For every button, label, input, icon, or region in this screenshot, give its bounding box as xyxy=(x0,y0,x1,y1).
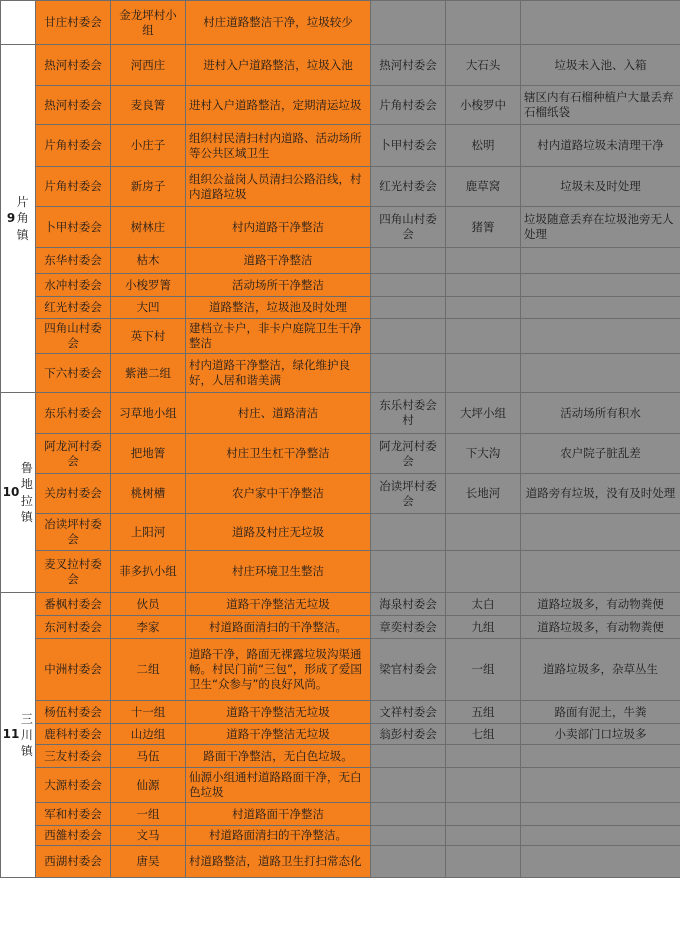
section-number: 9 xyxy=(6,210,16,225)
bad-remark xyxy=(521,551,680,593)
good-village-committee: 关房村委会 xyxy=(36,474,111,514)
section-divider xyxy=(3,44,32,45)
table-row xyxy=(1,274,680,297)
bad-village-committee xyxy=(371,248,446,274)
bad-group xyxy=(446,274,521,297)
bad-remark xyxy=(521,826,680,846)
good-group: 英下村 xyxy=(111,319,186,354)
good-group: 树林庄 xyxy=(111,207,186,248)
good-group: 文马 xyxy=(111,826,186,846)
table-row xyxy=(1,846,680,878)
table-row xyxy=(1,207,680,248)
good-group: 小庄子 xyxy=(111,125,186,167)
good-remark: 村庄环境卫生整洁 xyxy=(186,551,371,593)
good-remark: 村内道路干净整洁 xyxy=(186,207,371,248)
good-remark: 农户家中干净整洁 xyxy=(186,474,371,514)
good-village-committee: 中洲村委会 xyxy=(36,639,111,701)
table-row xyxy=(1,45,680,86)
bad-group xyxy=(446,846,521,878)
good-village-committee: 西雒村委会 xyxy=(36,826,111,846)
table-row xyxy=(1,474,680,514)
bad-group: 七组 xyxy=(446,724,521,745)
bad-group xyxy=(446,826,521,846)
good-remark: 村庄卫生杠干净整洁 xyxy=(186,434,371,474)
good-village-committee: 片角村委会 xyxy=(36,125,111,167)
table-row xyxy=(1,248,680,274)
bad-group xyxy=(446,551,521,593)
town-name: 片角镇 xyxy=(16,195,29,242)
bad-remark xyxy=(521,248,680,274)
bad-village-committee xyxy=(371,297,446,319)
town-name: 鲁地拉镇 xyxy=(20,461,33,524)
bad-group xyxy=(446,803,521,826)
good-village-committee: 卜甲村委会 xyxy=(36,207,111,248)
section-number: 11 xyxy=(2,727,20,742)
good-village-committee: 下六村委会 xyxy=(36,354,111,393)
bad-remark: 农户院子脏乱差 xyxy=(521,434,680,474)
table-row xyxy=(1,724,680,745)
bad-remark: 路面有泥土，牛粪 xyxy=(521,701,680,724)
table-row xyxy=(1,125,680,167)
bad-group xyxy=(446,248,521,274)
section-divider xyxy=(3,392,32,393)
bad-village-committee: 梁官村委会 xyxy=(371,639,446,701)
bad-remark: 道路垃圾多，有动物粪便 xyxy=(521,616,680,639)
good-remark: 村道路面清扫的干净整洁。 xyxy=(186,616,371,639)
good-remark: 建档立卡户，非卡户庭院卫生干净整洁 xyxy=(186,319,371,354)
bad-remark xyxy=(521,768,680,803)
good-remark: 村道路面干净整洁 xyxy=(186,803,371,826)
bad-group: 大坪小组 xyxy=(446,393,521,434)
good-remark: 活动场所干净整洁 xyxy=(186,274,371,297)
good-group: 唐吴 xyxy=(111,846,186,878)
bad-village-committee xyxy=(371,846,446,878)
bad-village-committee: 海泉村委会 xyxy=(371,593,446,616)
good-group: 河西庄 xyxy=(111,45,186,86)
bad-group: 太白 xyxy=(446,593,521,616)
bad-remark: 辖区内有石榴种植户大量丢弃石榴纸袋 xyxy=(521,86,680,125)
good-remark: 组织村民清扫村内道路、活动场所等公共区域卫生 xyxy=(186,125,371,167)
bad-group xyxy=(446,768,521,803)
bad-remark xyxy=(521,745,680,768)
bad-group: 长地河 xyxy=(446,474,521,514)
table-row xyxy=(1,86,680,125)
good-village-committee: 热河村委会 xyxy=(36,45,111,86)
table-row xyxy=(1,745,680,768)
bad-group: 五组 xyxy=(446,701,521,724)
good-village-committee: 番枫村委会 xyxy=(36,593,111,616)
bad-remark xyxy=(521,354,680,393)
bad-remark: 垃圾未入池、入箱 xyxy=(521,45,680,86)
table-row xyxy=(1,1,680,45)
table-row xyxy=(1,319,680,354)
bad-village-committee: 热河村委会 xyxy=(371,45,446,86)
bad-village-committee: 章奕村委会 xyxy=(371,616,446,639)
good-group: 大凹 xyxy=(111,297,186,319)
table-row xyxy=(1,297,680,319)
good-village-committee: 四角山村委会 xyxy=(36,319,111,354)
table-row xyxy=(1,701,680,724)
good-group: 山边组 xyxy=(111,724,186,745)
good-remark: 道路干净整洁无垃圾 xyxy=(186,701,371,724)
good-remark: 村内道路干净整洁，绿化维护良好，人居和谐美满 xyxy=(186,354,371,393)
good-group: 伙员 xyxy=(111,593,186,616)
good-group: 仙源 xyxy=(111,768,186,803)
good-village-committee: 红光村委会 xyxy=(36,297,111,319)
good-remark: 道路干净，路面无裸露垃圾沟渠通畅。村民门前“三包”，形成了爱国卫生“众参与”的良好风尚。 xyxy=(186,639,371,701)
good-village-committee: 大源村委会 xyxy=(36,768,111,803)
good-remark: 村道路整洁，道路卫生打扫常态化 xyxy=(186,846,371,878)
good-village-committee: 水冲村委会 xyxy=(36,274,111,297)
table-row xyxy=(1,354,680,393)
good-village-committee: 三友村委会 xyxy=(36,745,111,768)
table-row xyxy=(1,393,680,434)
bad-village-committee xyxy=(371,826,446,846)
good-group: 上阳河 xyxy=(111,514,186,551)
bad-remark: 道路垃圾多，杂草丛生 xyxy=(521,639,680,701)
bad-remark: 道路旁有垃圾，没有及时处理 xyxy=(521,474,680,514)
bad-remark xyxy=(521,1,680,45)
bad-village-committee: 文祥村委会 xyxy=(371,701,446,724)
section-number: 10 xyxy=(2,484,20,499)
bad-remark: 垃圾随意丢弃在垃圾池旁无人处理 xyxy=(521,207,680,248)
good-group: 新房子 xyxy=(111,167,186,207)
bad-remark: 活动场所有积水 xyxy=(521,393,680,434)
good-group: 马伍 xyxy=(111,745,186,768)
bad-group xyxy=(446,745,521,768)
section-label xyxy=(1,593,36,878)
bad-group xyxy=(446,319,521,354)
good-village-committee: 甘庄村委会 xyxy=(36,1,111,45)
bad-group xyxy=(446,514,521,551)
good-village-committee: 东乐村委会 xyxy=(36,393,111,434)
section-label xyxy=(1,1,36,45)
good-village-committee: 片角村委会 xyxy=(36,167,111,207)
good-village-committee: 西湖村委会 xyxy=(36,846,111,878)
bad-group: 松明 xyxy=(446,125,521,167)
good-remark: 村庄、道路清洁 xyxy=(186,393,371,434)
good-group: 小梭罗箐 xyxy=(111,274,186,297)
bad-village-committee xyxy=(371,1,446,45)
section-divider xyxy=(3,592,32,593)
good-group: 二组 xyxy=(111,639,186,701)
bad-group xyxy=(446,354,521,393)
good-remark: 道路整洁，垃圾池及时处理 xyxy=(186,297,371,319)
bad-village-committee: 翁彭村委会 xyxy=(371,724,446,745)
good-group: 枯木 xyxy=(111,248,186,274)
good-remark: 道路干净整洁 xyxy=(186,248,371,274)
good-group: 习草地小组 xyxy=(111,393,186,434)
good-group: 桃树槽 xyxy=(111,474,186,514)
good-group: 把地箐 xyxy=(111,434,186,474)
good-group: 李家 xyxy=(111,616,186,639)
good-village-committee: 东河村委会 xyxy=(36,616,111,639)
bad-village-committee: 阿龙河村委会 xyxy=(371,434,446,474)
good-remark: 村庄道路整洁干净，垃圾较少 xyxy=(186,1,371,45)
good-remark: 道路及村庄无垃圾 xyxy=(186,514,371,551)
good-group: 十一组 xyxy=(111,701,186,724)
bad-remark xyxy=(521,514,680,551)
bad-village-committee xyxy=(371,745,446,768)
table-row xyxy=(1,826,680,846)
table-row xyxy=(1,616,680,639)
good-village-committee: 麦叉拉村委会 xyxy=(36,551,111,593)
bad-village-committee: 片角村委会 xyxy=(371,86,446,125)
good-village-committee: 鹿科村委会 xyxy=(36,724,111,745)
bad-village-committee xyxy=(371,803,446,826)
bad-remark: 垃圾未及时处理 xyxy=(521,167,680,207)
good-remark: 村道路面清扫的干净整洁。 xyxy=(186,826,371,846)
table-row xyxy=(1,551,680,593)
bad-remark: 村内道路垃圾未清理干净 xyxy=(521,125,680,167)
table-row xyxy=(1,167,680,207)
good-remark: 进村入户道路整洁，垃圾入池 xyxy=(186,45,371,86)
bad-village-committee: 卜甲村委会 xyxy=(371,125,446,167)
bad-remark xyxy=(521,803,680,826)
table-row xyxy=(1,434,680,474)
good-remark: 路面干净整洁，无白色垃圾。 xyxy=(186,745,371,768)
bad-group: 大石头 xyxy=(446,45,521,86)
good-village-committee: 热河村委会 xyxy=(36,86,111,125)
bad-group: 一组 xyxy=(446,639,521,701)
bad-village-committee xyxy=(371,551,446,593)
good-group: 金龙坪村小组 xyxy=(111,1,186,45)
table-row xyxy=(1,768,680,803)
good-village-committee: 东华村委会 xyxy=(36,248,111,274)
bad-remark xyxy=(521,319,680,354)
bad-remark: 小卖部门口垃圾多 xyxy=(521,724,680,745)
good-village-committee: 军和村委会 xyxy=(36,803,111,826)
bad-village-committee: 红光村委会 xyxy=(371,167,446,207)
table-row xyxy=(1,593,680,616)
bad-group: 猪箐 xyxy=(446,207,521,248)
good-remark: 道路干净整洁无垃圾 xyxy=(186,724,371,745)
good-village-committee: 阿龙河村委会 xyxy=(36,434,111,474)
bad-village-committee xyxy=(371,514,446,551)
bad-village-committee: 东乐村委会村 xyxy=(371,393,446,434)
bad-remark xyxy=(521,274,680,297)
bad-village-committee xyxy=(371,768,446,803)
bad-group: 九组 xyxy=(446,616,521,639)
good-group: 一组 xyxy=(111,803,186,826)
bad-group xyxy=(446,1,521,45)
bad-village-committee: 四角山村委会 xyxy=(371,207,446,248)
bad-village-committee: 冶读坪村委会 xyxy=(371,474,446,514)
good-remark: 仙源小组通村道路路面干净，无白色垃圾 xyxy=(186,768,371,803)
bad-remark xyxy=(521,297,680,319)
bad-remark: 道路垃圾多，有动物粪便 xyxy=(521,593,680,616)
good-remark: 组织公益岗人员清扫公路沿线，村内道路垃圾 xyxy=(186,167,371,207)
bad-village-committee xyxy=(371,354,446,393)
table-row xyxy=(1,639,680,701)
table-row xyxy=(1,514,680,551)
bad-group xyxy=(446,297,521,319)
good-village-committee: 杨伍村委会 xyxy=(36,701,111,724)
bad-village-committee xyxy=(371,319,446,354)
good-village-committee: 冶读坪村委会 xyxy=(36,514,111,551)
good-remark: 进村入户道路整洁，定期清运垃圾 xyxy=(186,86,371,125)
town-name: 三川镇 xyxy=(20,711,33,759)
good-group: 菲多扒小组 xyxy=(111,551,186,593)
bad-group: 小梭罗中 xyxy=(446,86,521,125)
bad-remark xyxy=(521,846,680,878)
good-group: 紫港二组 xyxy=(111,354,186,393)
bad-village-committee xyxy=(371,274,446,297)
table-row xyxy=(1,803,680,826)
section-label xyxy=(1,393,36,593)
good-remark: 道路干净整洁无垃圾 xyxy=(186,593,371,616)
bad-group: 下大沟 xyxy=(446,434,521,474)
bad-group: 鹿草窝 xyxy=(446,167,521,207)
section-label xyxy=(1,45,36,393)
good-group: 麦良箐 xyxy=(111,86,186,125)
